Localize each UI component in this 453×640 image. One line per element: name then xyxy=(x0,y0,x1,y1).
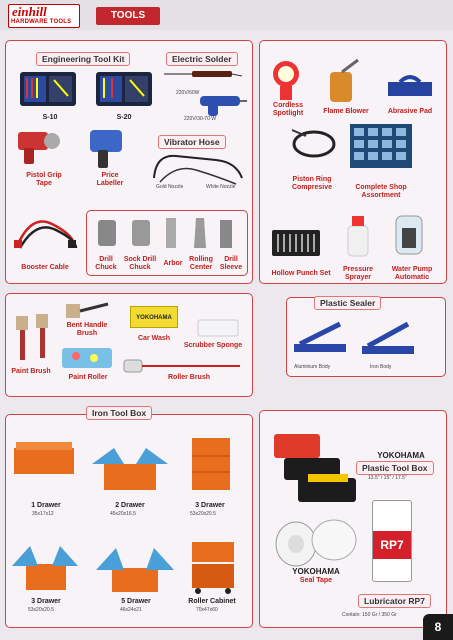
toolbox-2-size: 45x20x16.5 xyxy=(110,511,136,517)
toolbox-5-image xyxy=(94,540,176,594)
toolbox-1-label: 1 Drawer xyxy=(31,502,61,509)
pressure-sprayer-label: Pressure Sprayer xyxy=(343,266,373,281)
solder-gun-image xyxy=(196,92,248,118)
arbor-label: Arbor xyxy=(163,260,183,267)
piston-ring-image xyxy=(286,122,340,162)
drill-chuck-label: Drill Chuck xyxy=(95,256,117,271)
toolbox-1-image xyxy=(10,436,78,476)
pistol-grip-image xyxy=(14,126,62,166)
price-labeller-label: Price Labeller xyxy=(96,172,124,187)
plastic-toolbox-title: Plastic Tool Box xyxy=(356,461,434,475)
rp7-can-image xyxy=(372,500,412,582)
tool-kit-image-1 xyxy=(18,68,78,110)
iron-toolbox-title: Iron Tool Box xyxy=(86,406,152,420)
roller-brush-image xyxy=(122,358,246,374)
eng-s10-label: S-10 xyxy=(42,114,58,121)
flame-blower-image xyxy=(322,56,362,106)
toolbox-3b-size: 53x20x20.5 xyxy=(28,607,54,613)
sock-chuck-label: Sock Drill Chuck xyxy=(123,256,157,271)
logo-main: einhill xyxy=(12,4,47,19)
logo-sub: HARDWARE TOOLS xyxy=(11,19,72,25)
abrasive-pad-image xyxy=(384,72,436,100)
rp7-title: Lubricator RP7 xyxy=(358,594,431,608)
plastic-toolbox-sizes: 13.5" / 15" / 17.5" xyxy=(368,475,407,481)
toolbox-1-size: 35x17x12 xyxy=(32,511,54,517)
rp7-label-band xyxy=(373,531,411,559)
car-wash-label: Car Wash xyxy=(137,335,171,342)
car-wash-sponge-image xyxy=(130,306,178,328)
booster-cable-image xyxy=(12,204,78,252)
scrubber-sponge-label: Scrubber Sponge xyxy=(183,342,243,349)
sealer-iron-label: Iron Body xyxy=(370,364,392,370)
paint-roller-image xyxy=(60,344,116,372)
toolbox-2-image xyxy=(90,442,170,494)
sealer-iron-image xyxy=(358,318,418,358)
rp7-content: Contain: 150 Gr / 350 Gr xyxy=(342,612,397,618)
drill-parts-image xyxy=(92,214,242,254)
roller-cabinet-label: Roller Cabinet xyxy=(188,598,236,605)
solder-title: Electric Solder xyxy=(166,52,238,66)
hollow-punch-image xyxy=(270,228,322,258)
shop-assortment-label: Complete Shop Assortment xyxy=(355,184,407,199)
toolbox-5-size: 46x24x21 xyxy=(120,607,142,613)
pressure-sprayer-image xyxy=(344,212,372,258)
seal-tape-image xyxy=(272,514,360,570)
flame-blower-label: Flame Blower xyxy=(323,108,369,115)
sealer-aluminium-image xyxy=(290,316,350,356)
plastic-toolbox-image xyxy=(268,428,360,508)
roller-brush-label: Roller Brush xyxy=(167,374,210,381)
roller-cabinet-image xyxy=(188,538,238,594)
booster-cable-label: Booster Cable xyxy=(21,264,69,271)
vibrator-hose-image xyxy=(146,148,246,188)
toolbox-3b-image xyxy=(10,538,80,594)
solder-v2: 220V/30-70 W xyxy=(184,116,216,122)
plastic-sealer-title: Plastic Sealer xyxy=(314,296,381,310)
gold-nozzle-label: Gold Nozzle xyxy=(156,184,184,190)
tool-kit-image-2 xyxy=(94,68,154,110)
paint-brush-label: Paint Brush xyxy=(11,368,51,375)
toolbox-3b-label: 3 Drawer xyxy=(31,598,61,605)
toolbox-2-label: 2 Drawer xyxy=(115,502,145,509)
solder-iron-image xyxy=(162,66,244,86)
rolling-center-label: Rolling Center xyxy=(189,256,213,271)
water-pump-label: Water Pump Automatic xyxy=(391,266,433,281)
yk-brand-1: YOKOHAMA xyxy=(377,451,425,460)
brand-logo xyxy=(8,4,80,28)
toolbox-3-image xyxy=(188,434,234,492)
rp7-logo-text: RP7 xyxy=(380,538,404,552)
hollow-punch-label: Hollow Punch Set xyxy=(271,270,331,277)
vibrator-title: Vibrator Hose xyxy=(158,135,226,149)
bent-brush-label: Bent Handle Brush xyxy=(66,322,108,337)
abrasive-pad-label: Abrasive Pad xyxy=(387,108,433,115)
toolbox-3-size: 53x20x20.5 xyxy=(190,511,216,517)
page-number: 8 xyxy=(423,614,453,640)
spotlight-label: Cordless Spotlight xyxy=(272,102,304,117)
piston-ring-label: Piston Ring Compresive xyxy=(291,176,333,191)
spotlight-image xyxy=(266,58,306,102)
eng-kit-title: Engineering Tool Kit xyxy=(36,52,130,66)
sealer-aluminium-label: Aluminium Body xyxy=(294,364,331,370)
pistol-grip-label: Pistol Grip Tape xyxy=(26,172,62,187)
scrubber-sponge-image xyxy=(196,316,240,340)
price-labeller-image xyxy=(84,126,130,170)
eng-s20-label: S-20 xyxy=(116,114,132,121)
roller-cabinet-size: 70x47x60 xyxy=(196,607,218,613)
section-title: TOOLS xyxy=(96,7,160,25)
solder-v1: 220V/60W xyxy=(176,90,200,96)
drill-sleeve-label: Drill Sleeve xyxy=(219,256,243,271)
toolbox-5-label: 5 Drawer xyxy=(121,598,151,605)
sponge-brand: YOKOHAMA xyxy=(136,315,172,321)
paint-brush-image xyxy=(10,310,56,366)
seal-brand: YOKOHAMA xyxy=(292,567,340,576)
seal-tape-label: Seal Tape xyxy=(299,577,333,584)
water-pump-image xyxy=(392,212,426,258)
shop-assortment-image xyxy=(348,122,414,170)
white-nozzle-label: White Nozzle xyxy=(206,184,236,190)
toolbox-3-label: 3 Drawer xyxy=(195,502,225,509)
paint-roller-label: Paint Roller xyxy=(68,374,108,381)
bent-brush-image xyxy=(62,300,110,322)
